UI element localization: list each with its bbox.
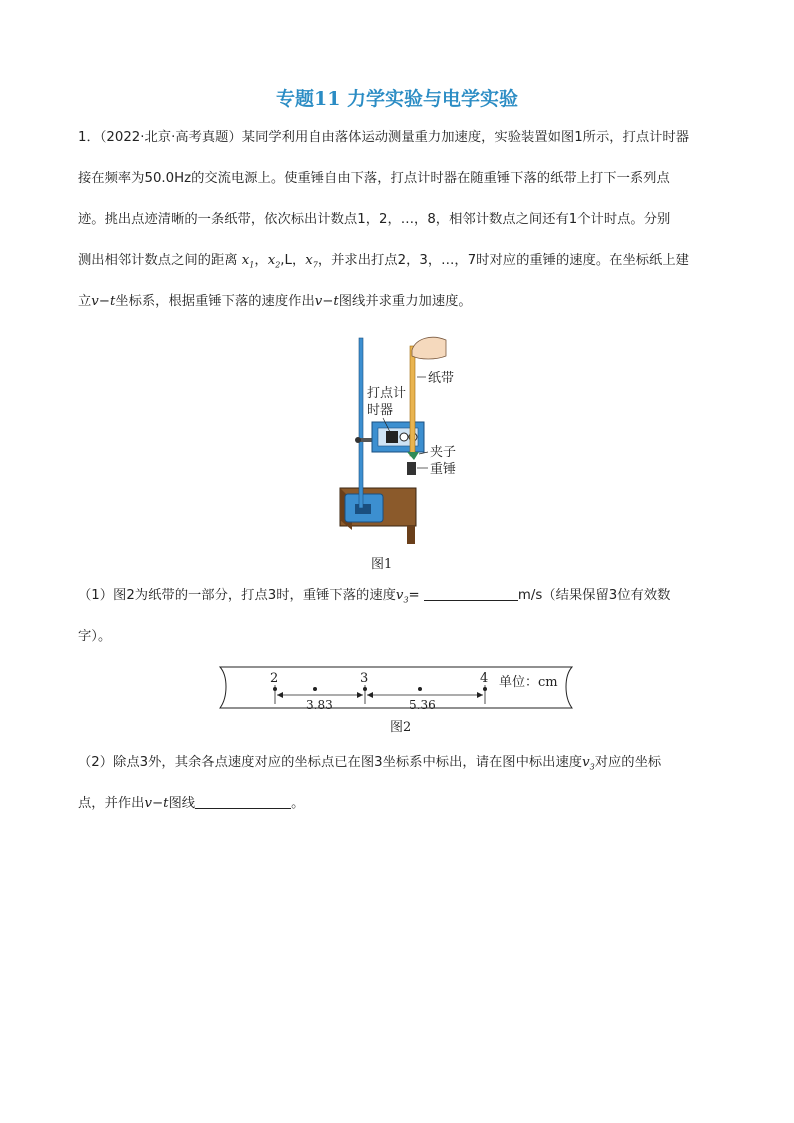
answer-blank-v3[interactable]: [424, 586, 518, 601]
point-3: [363, 687, 367, 691]
figure-2-caption: 图2: [390, 720, 412, 735]
label-clip: 夹子: [430, 445, 457, 460]
table-top: [340, 488, 416, 526]
label-weight: 重锤: [430, 462, 457, 477]
ellipsis: L: [284, 253, 292, 268]
part-1: [78, 575, 728, 657]
stand-rod: [359, 338, 363, 508]
q1-line-2: 接在频率为50.0Hz的交流电源上。使重锤自由下落，打点计时器在随重锤下落的纸带上打下一系列点: [78, 171, 670, 186]
q1-line-3: 迹。挑出点迹清晰的一条纸带，依次标出计数点1，2，…，8，相邻计数点之间还有1个计时点。分别: [78, 212, 671, 227]
figure-1-caption: 图1: [371, 557, 393, 572]
var-x2: $x_2$: [267, 253, 281, 270]
answer-blank-graph[interactable]: [195, 794, 291, 809]
q1-line-4-b: ，并求出打点2，3，…，7时对应的重锤的速度。在坐标纸上建: [317, 253, 689, 268]
part-1-line-1: （1）图2为纸带的一部分，打点3时，重锤下落的速度$v_3= m/s$（结果保留3位有效数: [78, 588, 671, 605]
var-vt-1: v−t: [91, 294, 116, 309]
question-1: [78, 117, 728, 322]
label-p4: 4: [480, 671, 489, 686]
label-d2: 5.36: [409, 698, 436, 712]
q1-line-5: 立v−t坐标系，根据重锤下落的速度作出v−t图线并求重力加速度。: [78, 294, 472, 309]
label-tape: 纸带: [428, 371, 455, 386]
stand-base: [345, 494, 383, 522]
part-2-line-1: （2）除点3外，其余各点速度对应的坐标点已在图3坐标系中标出，请在图中标出速度$v_3$对应的坐标: [78, 755, 662, 772]
clamp-arm: [356, 438, 380, 442]
paper-tape: [410, 346, 415, 456]
part-1-line-2: 字）。: [78, 629, 112, 644]
label-d1: 3.83: [306, 698, 333, 712]
part-2-line-2: 点，并作出v−t图线 。: [78, 796, 305, 811]
tape-outline: [220, 667, 572, 708]
var-x1: $x_1$: [241, 253, 255, 270]
q1-line-1: 1．（2022·北京·高考真题）某同学利用自由落体运动测量重力加速度，实验装置如图1所示，打点计时器: [78, 130, 690, 145]
timer: [372, 422, 424, 452]
point-mid-2: [418, 687, 422, 691]
table-side: [340, 488, 352, 530]
label-p3: 3: [360, 671, 369, 686]
part-2: [78, 742, 728, 824]
clip: [407, 452, 419, 460]
var-v3: $v_3$: [395, 588, 409, 605]
unit-ms: m/s: [517, 588, 543, 603]
var-v3-b: $v_3$: [582, 755, 595, 772]
var-vt-2: v−t: [314, 294, 339, 309]
label-timer-1: 打点计: [367, 386, 407, 401]
label-p2: 2: [270, 671, 279, 686]
table-leg: [407, 526, 415, 544]
label-timer-2: 时器: [367, 403, 394, 418]
q1-line-4: 测出相邻计数点之间的距离 $x_1$，$x_2,L$，$x_7$，并求出打点2，3，…，7时对应的重锤的速度。在坐标纸上建: [78, 253, 689, 270]
label-unit: 单位：cm: [499, 675, 558, 690]
page-title: 专题11 力学实验与电学实验: [275, 88, 519, 110]
q1-line-4-a: 测出相邻计数点之间的距离: [78, 253, 238, 268]
point-2: [273, 687, 277, 691]
point-4: [483, 687, 487, 691]
var-vt-3: v−t: [144, 796, 169, 811]
point-mid-1: [313, 687, 317, 691]
var-x7: $x_7$: [305, 253, 318, 270]
weight: [407, 462, 416, 475]
hand: [412, 337, 446, 359]
